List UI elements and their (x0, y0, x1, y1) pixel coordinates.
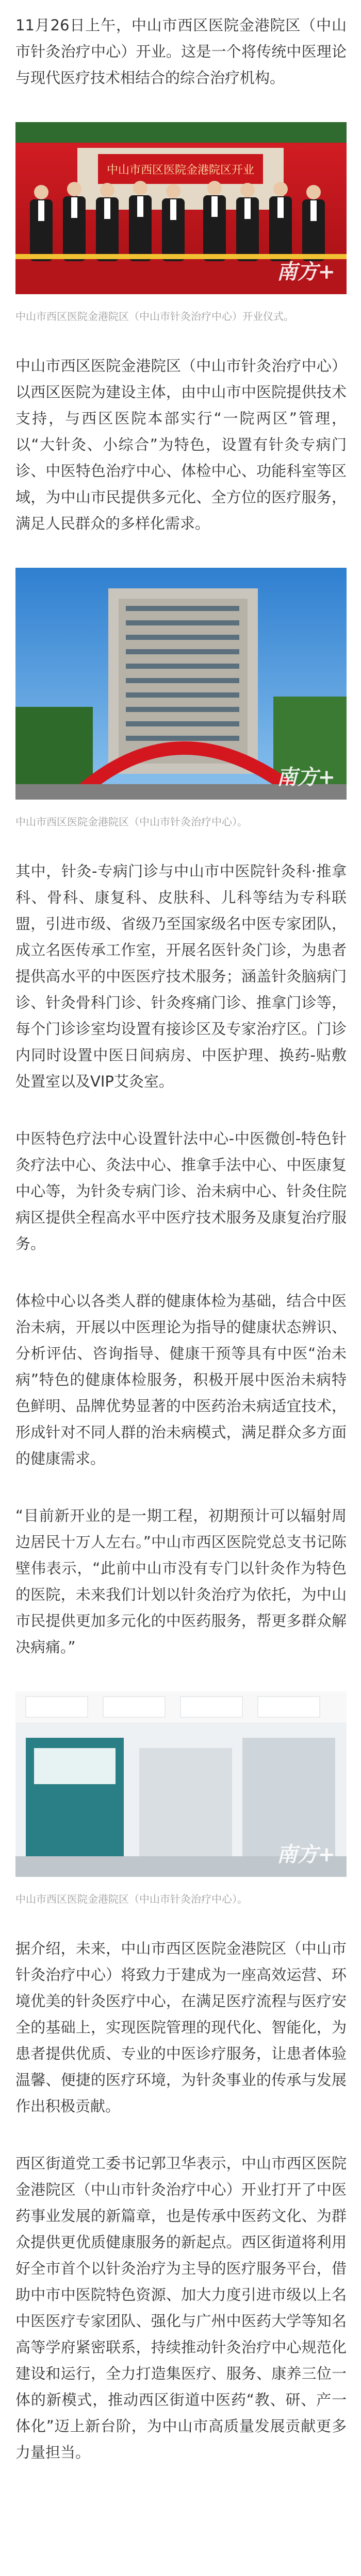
article-paragraph-3: 其中，针灸-专病门诊与中山市中医院针灸科·推拿科、骨科、康复科、皮肤科、儿科等结为专科联盟，引进市级、省级乃至国家级名中医专家团队，成立名医传承工作室，开展名医针灸门诊，为患者提供高水平的中医医疗技术服务；涵盖针灸脑病门诊、针灸骨科门诊、针灸疼痛门诊、推拿门诊等，每个门诊诊室均设置有接诊区及专家治疗区。门诊内同时设置中医日间病房、中医护理、换药-贴敷处置室以及VIP艾灸室。 (15, 862, 347, 1090)
watermark-logo: 南方+ (276, 260, 335, 284)
figure-hospital-interior (15, 1691, 347, 1907)
hospital-interior-photo (15, 1691, 347, 1877)
opening-ceremony-photo (15, 122, 347, 294)
article-paragraph-8: 西区街道党工委书记郭卫华表示，中山市西区医院金港院区（中山市针灸治疗中心）开业打开了中医药事业发展的新篇章，也是传承中医药文化、为群众提供更优质健康服务的新起点。西区街道将利用好全市首个以针灸治疗为主导的医疗服务平台，借助中市中医院特色资源、加大力度引进市级以上名中医医疗专家团队、强化与广州中医药大学等知名高等学府紧密联系，持续推动针灸治疗中心规范化建设和运行，全力打造集医疗、服务、康养三位一体的新模式，推动西区街道中医药“教、研、产一体化”迈上新台阶，为中山市高质量发展贡献更多力量担当。 (15, 2155, 347, 2461)
article-paragraph-6: “目前新开业的是一期工程，初期预计可以辐射周边居民十万人左右。”中山市西区医院党总支书记陈壁伟表示，“此前中山市没有专门以针灸作为特色的医院，未来我们计划以针灸治疗为依托，为中山市民提供更加多元化的中医药服务，帮更多群众解决病痛。” (15, 1507, 347, 1656)
ceremony-banner-text: 中山市西区医院金港院区开业 (106, 164, 255, 177)
figure-caption: 中山市西区医院金港院区（中山市针灸治疗中心）。 (15, 1893, 248, 1905)
figure-caption: 中山市西区医院金港院区（中山市针灸治疗中心）。 (15, 816, 248, 828)
hospital-building-photo (15, 568, 347, 800)
watermark-logo: 南方+ (276, 1842, 335, 1867)
figure-opening-ceremony (15, 122, 347, 324)
article-paragraph-7: 据介绍，未来，中山市西区医院金港院区（中山市针灸治疗中心）将致力于建成为一座高效运营、环境优美的针灸医疗中心，在满足医疗流程与医疗安全的基础上，实现医院管理的现代化、智能化，为患者提供优质、专业的中医诊疗服务，让患者体验温馨、便捷的医疗环境，为针灸事业的传承与发展作出积极贡献。 (15, 1940, 347, 2115)
figure-caption: 中山市西区医院金港院区（中山市针灸治疗中心）开业仪式。 (15, 310, 294, 323)
article-paragraph-2: 中山市西区医院金港院区（中山市针灸治疗中心）以西区医院为建设主体，由中山市中医院提供技术支持，与西区医院本部实行“一院两区”管理，以“大针灸、小综合”为特色，设置有针灸专病门诊、中医特色治疗中心、体检中心、功能科室等区域，为中山市民提供多元化、全方位的医疗服务，满足人民群众的多样化需求。 (15, 357, 347, 532)
watermark-logo: 南方+ (276, 765, 335, 789)
article-paragraph-1: 11月26日上午，中山市西区医院金港院区（中山市针灸治疗中心）开业。这是一个将传统中医理论与现代医疗技术相结合的综合治疗机构。 (15, 16, 347, 87)
article-paragraph-5: 体检中心以各类人群的健康体检为基础，结合中医治未病，开展以中医理论为指导的健康状态辨识、分析评估、咨询指导、健康干预等具有中医“治未病”特色的健康体检服务，积极开展中医治未病特色鲜明、品牌优势显著的中医药治未病适宜技术，形成针对不同人群的治未病模式，满足群众多方面的健康需求。 (15, 1292, 347, 1467)
figure-hospital-building (15, 568, 347, 829)
article-paragraph-4: 中医特色疗法中心设置针法中心-中医微创-特色针灸疗法中心、灸法中心、推拿手法中心、中医康复中心等，为针灸专病门诊、治未病中心、针灸住院病区提供全程高水平中医疗技术服务及康复治疗服务。 (15, 1130, 347, 1252)
